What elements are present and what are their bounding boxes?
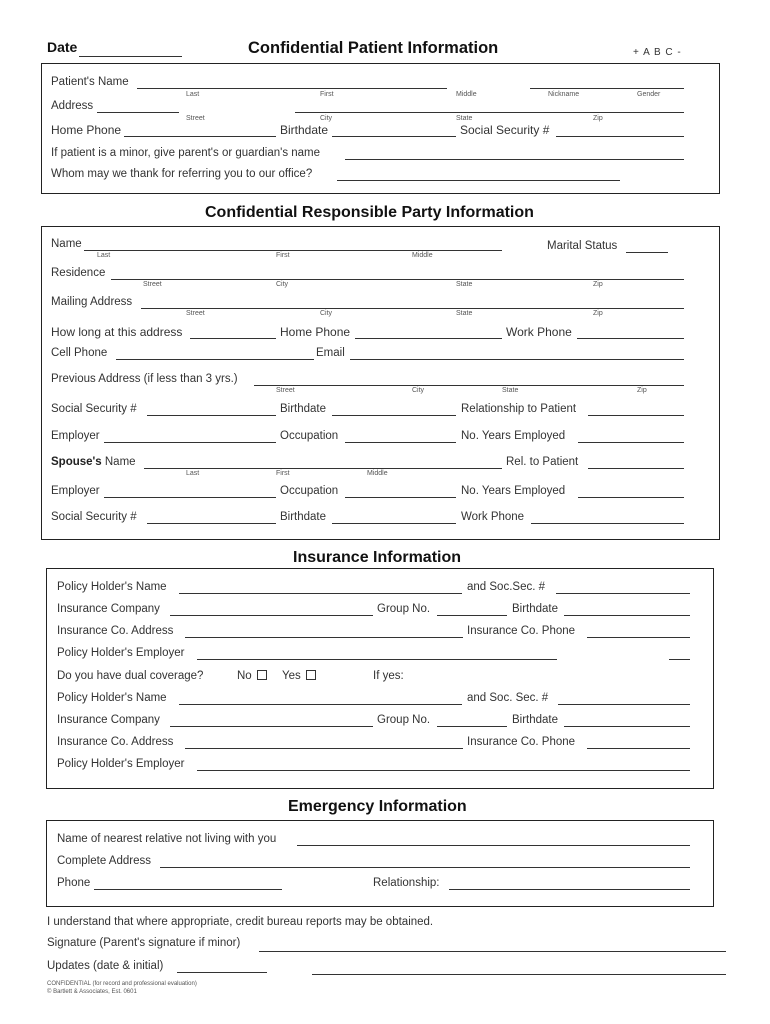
insurance-company-field[interactable] <box>170 615 373 616</box>
date-label: Date <box>47 39 78 55</box>
rp-work-phone-field[interactable] <box>577 338 684 339</box>
ins-address2-field[interactable] <box>185 748 463 749</box>
rp-occupation-field[interactable] <box>345 442 456 443</box>
spouse-birthdate-label: Birthdate <box>280 511 327 523</box>
rp-employer-label: Employer <box>51 430 100 442</box>
insurance-company2-field[interactable] <box>170 726 373 727</box>
spouse-work-phone-label: Work Phone <box>461 511 525 523</box>
holder-employer2-field[interactable] <box>197 770 690 771</box>
nearest-relative-field[interactable] <box>297 845 690 846</box>
ins-phone-field[interactable] <box>587 637 690 638</box>
ssn-label: Social Security # <box>460 123 550 137</box>
rp-work-phone-label: Work Phone <box>506 325 572 339</box>
rp-birthdate-label: Birthdate <box>280 403 327 415</box>
holder-employer-label: Policy Holder's Employer <box>57 647 185 659</box>
no-label: No <box>237 670 252 682</box>
sub-label: City <box>276 281 289 288</box>
how-long-field[interactable] <box>190 338 276 339</box>
ins-birthdate-label: Birthdate <box>512 603 559 615</box>
emergency-phone-field[interactable] <box>94 889 282 890</box>
sub-label: Middle <box>367 470 388 477</box>
and-soc2-field[interactable] <box>558 704 690 705</box>
patient-address-field-2[interactable] <box>295 112 684 113</box>
cell-phone-label: Cell Phone <box>51 347 108 359</box>
sub-label: Middle <box>412 252 433 259</box>
rel-to-patient-label: Rel. to Patient <box>506 456 579 468</box>
ins-address-field[interactable] <box>185 637 463 638</box>
emergency-relationship-field[interactable] <box>449 889 690 890</box>
ins-phone2-field[interactable] <box>587 748 690 749</box>
sub-label: Gender <box>637 91 661 98</box>
sub-label: State <box>456 281 473 288</box>
signature-label: Signature (Parent's signature if minor) <box>47 937 241 949</box>
patient-address-label: Address <box>51 100 94 112</box>
responsible-party-title: Confidential Responsible Party Information <box>205 204 534 221</box>
relationship-field[interactable] <box>588 415 684 416</box>
group-no-field[interactable] <box>437 615 507 616</box>
rp-ssn-field[interactable] <box>147 415 276 416</box>
rp-years-field[interactable] <box>578 442 684 443</box>
rel-to-patient-field[interactable] <box>588 468 684 469</box>
sub-label: State <box>456 115 473 122</box>
and-soc2-label: and Soc. Sec. # <box>467 692 549 704</box>
and-soc-label: and Soc.Sec. # <box>467 581 545 593</box>
sub-label: Street <box>186 115 205 122</box>
minor-guardian-label: If patient is a minor, give parent's or guardian's name <box>51 147 321 159</box>
spouse-bold-label: Spouse's <box>51 456 102 468</box>
fine-print-2: © Bartlett & Associates, Est. 0601 <box>47 989 137 995</box>
patient-address-field[interactable] <box>97 112 179 113</box>
sub-label: Zip <box>593 115 603 122</box>
yes-label: Yes <box>282 670 301 682</box>
sub-label: First <box>276 470 290 477</box>
spouse-occupation-label: Occupation <box>280 485 339 497</box>
spouse-ssn-label: Social Security # <box>51 511 137 523</box>
sub-label: City <box>320 115 333 122</box>
policy-holder2-field[interactable] <box>179 704 462 705</box>
sub-label: First <box>320 91 334 98</box>
no-checkbox[interactable] <box>257 670 267 680</box>
residence-label: Residence <box>51 267 106 279</box>
marital-status-label: Marital Status <box>547 240 618 252</box>
sub-label: Zip <box>637 387 647 394</box>
rp-ssn-label: Social Security # <box>51 403 137 415</box>
emergency-phone-label: Phone <box>57 877 91 889</box>
emergency-relationship-label: Relationship: <box>373 877 440 889</box>
ins-birthdate-field[interactable] <box>564 615 690 616</box>
relationship-label: Relationship to Patient <box>461 403 577 415</box>
previous-address-label: Previous Address (if less than 3 yrs.) <box>51 373 238 385</box>
complete-address-field[interactable] <box>160 867 690 868</box>
sub-label: State <box>502 387 519 394</box>
previous-address-field[interactable] <box>254 385 684 386</box>
home-phone-field[interactable] <box>124 136 276 137</box>
sub-label: First <box>276 252 290 259</box>
rp-home-phone-label: Home Phone <box>280 325 351 339</box>
spouse-employer-label: Employer <box>51 485 100 497</box>
ins-address-label: Insurance Co. Address <box>57 625 174 637</box>
rp-birthdate-field[interactable] <box>332 415 456 416</box>
sub-label: Zip <box>593 310 603 317</box>
emergency-title: Emergency Information <box>288 798 467 815</box>
email-field[interactable] <box>350 359 684 360</box>
rp-home-phone-field[interactable] <box>355 338 502 339</box>
spouse-work-phone-field[interactable] <box>531 523 684 524</box>
referral-field[interactable] <box>337 180 620 181</box>
patient-name-field[interactable] <box>137 88 447 89</box>
spouse-birthdate-field[interactable] <box>332 523 456 524</box>
dual-coverage-label: Do you have dual coverage? <box>57 670 204 682</box>
sub-label: City <box>412 387 425 394</box>
credit-bureau-notice: I understand that where appropriate, credit bureau reports may be obtained. <box>47 916 434 928</box>
holder-employer-field-2[interactable] <box>669 659 690 660</box>
rp-years-label: No. Years Employed <box>461 430 566 442</box>
cell-phone-field[interactable] <box>116 359 314 360</box>
referral-label: Whom may we thank for referring you to our office? <box>51 168 313 180</box>
marital-status-field[interactable] <box>626 252 668 253</box>
insurance-title: Insurance Information <box>293 549 462 566</box>
guardian-name-field[interactable] <box>345 159 684 160</box>
ssn-field[interactable] <box>556 136 684 137</box>
spouse-name-label <box>51 456 136 469</box>
sub-label: Street <box>143 281 162 288</box>
ins-address2-label: Insurance Co. Address <box>57 736 174 748</box>
how-long-label: How long at this address <box>51 325 183 339</box>
if-yes-label: If yes: <box>373 670 404 682</box>
complete-address-label: Complete Address <box>57 855 151 867</box>
policy-holder-field[interactable] <box>179 593 462 594</box>
insurance-company2-label: Insurance Company <box>57 714 160 726</box>
rp-name-field[interactable] <box>84 250 502 251</box>
ins-phone2-label: Insurance Co. Phone <box>467 736 576 748</box>
holder-employer-field[interactable] <box>197 659 557 660</box>
sub-label: Nickname <box>548 91 580 98</box>
ins-birthdate2-label: Birthdate <box>512 714 559 726</box>
ins-phone-label: Insurance Co. Phone <box>467 625 576 637</box>
sub-label: Street <box>186 310 205 317</box>
date-field[interactable] <box>79 56 182 57</box>
dual-no-option[interactable] <box>237 670 267 683</box>
spouse-occupation-field[interactable] <box>345 497 456 498</box>
sub-label: Last <box>186 470 200 477</box>
email-label: Email <box>316 347 345 359</box>
rp-occupation-label: Occupation <box>280 430 339 442</box>
and-soc-field[interactable] <box>556 593 690 594</box>
signature-field[interactable] <box>259 951 726 952</box>
rp-employer-field[interactable] <box>104 442 276 443</box>
updates-field[interactable] <box>177 972 267 973</box>
sub-label: City <box>320 310 333 317</box>
sub-label: Zip <box>593 281 603 288</box>
yes-checkbox[interactable] <box>306 670 316 680</box>
updates-field-2[interactable] <box>312 974 726 975</box>
home-phone-label: Home Phone <box>51 123 122 137</box>
birthdate-field[interactable] <box>332 136 456 137</box>
mailing-address-field[interactable] <box>141 308 684 309</box>
spouse-years-field[interactable] <box>578 497 684 498</box>
mailing-address-label: Mailing Address <box>51 296 133 308</box>
sub-label: Last <box>186 91 200 98</box>
group-no2-label: Group No. <box>377 714 431 726</box>
group-no-label: Group No. <box>377 603 431 615</box>
holder-employer2-label: Policy Holder's Employer <box>57 758 185 770</box>
group-no2-field[interactable] <box>437 726 507 727</box>
form-code: + A B C - <box>633 47 682 58</box>
spouse-years-label: No. Years Employed <box>461 485 566 497</box>
ins-birthdate2-field[interactable] <box>564 726 690 727</box>
patient-name-label: Patient's Name <box>51 76 129 88</box>
spouse-employer-field[interactable] <box>104 497 276 498</box>
policy-holder-label: Policy Holder's Name <box>57 581 167 593</box>
rp-name-label: Name <box>51 238 82 250</box>
policy-holder2-label: Policy Holder's Name <box>57 692 167 704</box>
nearest-relative-label: Name of nearest relative not living with you <box>57 833 277 845</box>
updates-label: Updates (date & initial) <box>47 960 164 972</box>
spouse-name-word: Name <box>104 456 136 468</box>
fine-print-1: CONFIDENTIAL (for record and professional evaluation) <box>47 981 197 987</box>
spouse-name-field[interactable] <box>144 468 502 469</box>
patient-nickname-field[interactable] <box>530 88 684 89</box>
sub-label: Last <box>97 252 111 259</box>
page-title: Confidential Patient Information <box>248 39 499 57</box>
dual-yes-option[interactable] <box>282 670 316 683</box>
spouse-ssn-field[interactable] <box>147 523 276 524</box>
sub-label: Street <box>276 387 295 394</box>
sub-label: Middle <box>456 91 477 98</box>
sub-label: State <box>456 310 473 317</box>
residence-field[interactable] <box>111 279 684 280</box>
birthdate-label: Birthdate <box>280 123 329 137</box>
insurance-company-label: Insurance Company <box>57 603 160 615</box>
